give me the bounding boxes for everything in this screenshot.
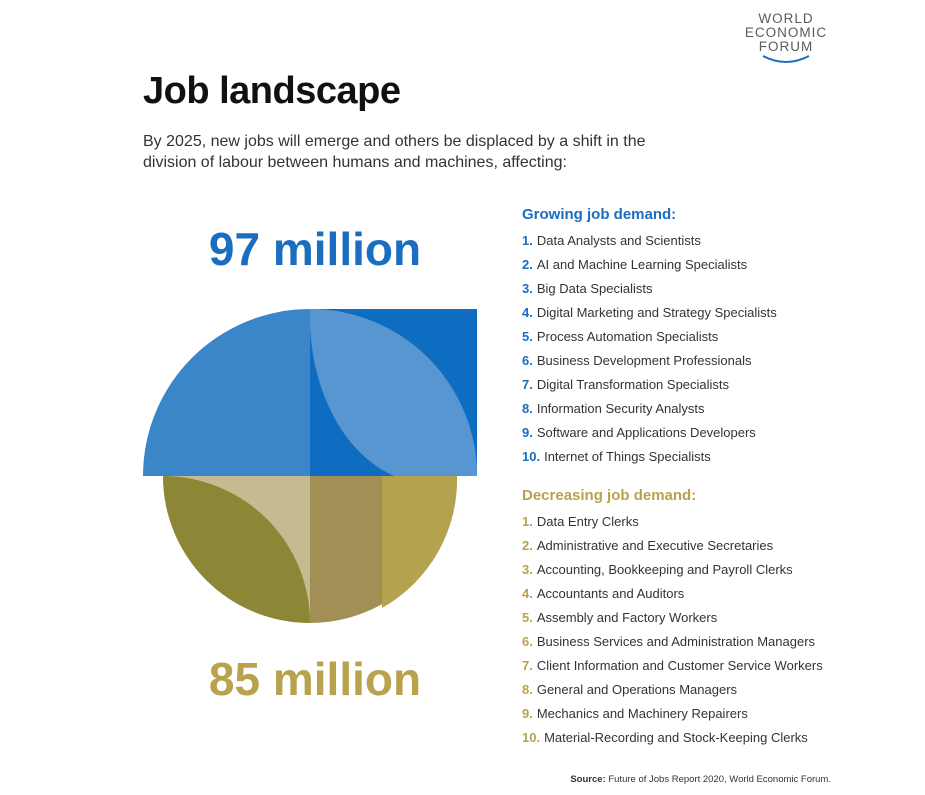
source-label: Source: bbox=[570, 774, 606, 785]
list-item: 1. Data Analysts and Scientists bbox=[522, 233, 701, 248]
list-item: 2. Administrative and Executive Secretaries bbox=[522, 538, 774, 553]
list-item: 3. Accounting, Bookkeeping and Payroll Clerks bbox=[522, 562, 793, 577]
source-note bbox=[570, 774, 831, 785]
list-item: 1. Data Entry Clerks bbox=[522, 514, 639, 529]
job-shift-graphic bbox=[140, 308, 480, 628]
list-item: 5. Assembly and Factory Workers bbox=[522, 610, 718, 625]
list-item: 10. Material-Recording and Stock-Keeping Clerks bbox=[522, 730, 808, 745]
page-title: Job landscape bbox=[143, 70, 401, 112]
list-item: 10. Internet of Things Specialists bbox=[522, 449, 711, 464]
list-item: 6. Business Development Professionals bbox=[522, 353, 752, 368]
declining-total: 85 million bbox=[208, 653, 422, 705]
list-item: 7. Client Information and Customer Service Workers bbox=[522, 658, 823, 673]
list-item: 2. AI and Machine Learning Specialists bbox=[522, 257, 748, 272]
list-item: 7. Digital Transformation Specialists bbox=[522, 377, 730, 392]
list-item: 3. Big Data Specialists bbox=[522, 281, 653, 296]
source-text: Future of Jobs Report 2020, World Economic Forum. bbox=[605, 774, 831, 785]
growing-total: 97 million bbox=[208, 223, 422, 275]
list-item: 9. Software and Applications Developers bbox=[522, 425, 756, 440]
page-subtitle: By 2025, new jobs will emerge and others be displaced by a shift in the division of labour between humans and machines, affecting: bbox=[143, 133, 646, 171]
wef-logo bbox=[736, 12, 836, 64]
list-item: 8. General and Operations Managers bbox=[522, 682, 738, 697]
list-item: 8. Information Security Analysts bbox=[522, 401, 705, 416]
list-item: 4. Accountants and Auditors bbox=[522, 586, 685, 601]
list-item: 9. Mechanics and Machinery Repairers bbox=[522, 706, 748, 721]
logo-line-3: FORUM bbox=[758, 39, 814, 54]
logo-line-2: ECONOMIC bbox=[744, 25, 828, 40]
logo-line-1: WORLD bbox=[758, 11, 814, 26]
list-item: 6. Business Services and Administration Managers bbox=[522, 634, 816, 649]
growing-list bbox=[522, 206, 777, 469]
logo-arc-icon bbox=[761, 54, 811, 64]
declining-right-bright bbox=[382, 476, 457, 608]
list-item: 4. Digital Marketing and Strategy Specialists bbox=[522, 305, 777, 320]
declining-heading: Decreasing job demand: bbox=[522, 487, 697, 504]
list-item: 5. Process Automation Specialists bbox=[522, 329, 719, 344]
declining-list bbox=[522, 487, 823, 750]
growing-heading: Growing job demand: bbox=[522, 206, 677, 223]
